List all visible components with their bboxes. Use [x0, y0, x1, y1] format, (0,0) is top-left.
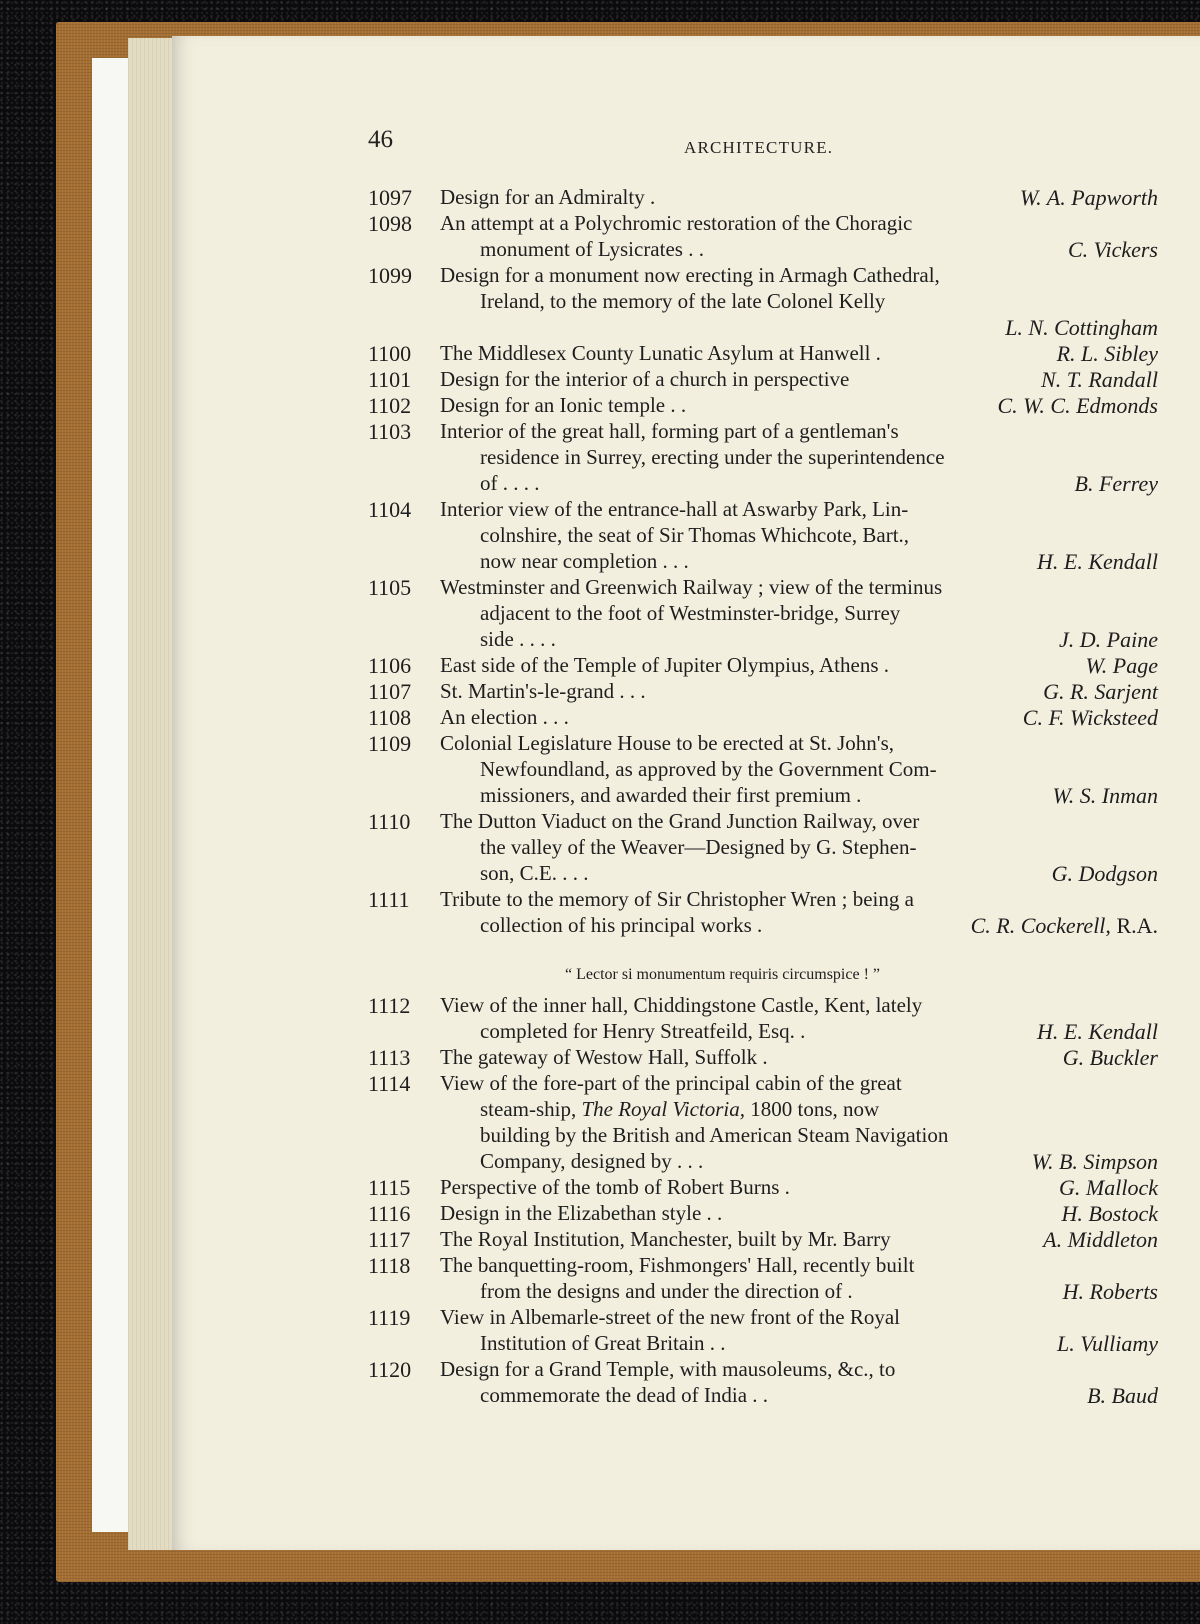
entry-number: 1099: [368, 263, 412, 288]
entry-number: 1117: [368, 1227, 411, 1252]
entry-author: L. N. Cottingham: [1005, 315, 1158, 340]
entry-author: G. R. Sarjent: [1043, 679, 1158, 704]
entry-number: 1106: [368, 653, 412, 678]
entry-title-line: building by the British and American Steam Navigation: [480, 1123, 949, 1147]
entry-title-line: adjacent to the foot of Westminster-bridge, Surrey: [480, 601, 901, 625]
entry-title-line: Design in the Elizabethan style . .: [440, 1201, 723, 1225]
entry-title-line: View of the inner hall, Chiddingstone Castle, Kent, lately: [440, 993, 923, 1017]
entry-number: 1118: [368, 1253, 411, 1278]
entry-number: 1105: [368, 575, 412, 600]
entry-title-line: Design for a Grand Temple, with mausoleums, &c., to: [440, 1357, 896, 1381]
page-number: 46: [368, 126, 393, 153]
entry-title-line: missioners, and awarded their first premium .: [480, 783, 862, 807]
entry-author: B. Ferrey: [1074, 471, 1158, 496]
entry-title-line: residence in Surrey, erecting under the superintendence: [480, 445, 945, 469]
entry-author: H. Bostock: [1061, 1201, 1158, 1226]
entry-number: 1114: [368, 1071, 411, 1096]
entry-title-line: colnshire, the seat of Sir Thomas Whichcote, Bart.,: [480, 523, 910, 547]
entry-title-line: View in Albemarle-street of the new front of the Royal: [440, 1305, 901, 1329]
entry-title-line: son, C.E. . . .: [480, 861, 589, 885]
entry-author: W. Page: [1085, 653, 1158, 678]
entry-title-line: collection of his principal works .: [480, 913, 763, 937]
entry-title-line: Company, designed by . . .: [480, 1149, 704, 1173]
entry-author: W. B. Simpson: [1031, 1149, 1158, 1174]
entry-author: B. Baud: [1087, 1383, 1158, 1408]
entry-title-line: of . . . .: [480, 471, 540, 495]
entry-title-line: An election . . .: [440, 705, 569, 729]
entry-number: 1108: [368, 705, 412, 730]
entry-author: C. W. C. Edmonds: [997, 393, 1158, 418]
entry-title-line: The Dutton Viaduct on the Grand Junction Railway, over: [440, 809, 920, 833]
entry-title-line: side . . . .: [480, 627, 556, 651]
entry-title-line: The Middlesex County Lunatic Asylum at Hanwell .: [440, 341, 881, 365]
entry-title-line: Interior of the great hall, forming part of a gentleman's: [440, 419, 899, 443]
entry-author: L. Vulliamy: [1056, 1331, 1158, 1356]
entry-title-line: Design for a monument now erecting in Armagh Cathedral,: [440, 263, 940, 287]
entry-title-line: Perspective of the tomb of Robert Burns .: [440, 1175, 790, 1199]
entry-title-line: Interior view of the entrance-hall at Aswarby Park, Lin-: [440, 497, 909, 521]
entry-author: H. E. Kendall: [1037, 1019, 1158, 1044]
entry-title-line: Design for an Ionic temple . .: [440, 393, 687, 417]
entry-author: H. E. Kendall: [1037, 549, 1158, 574]
entry-number: 1101: [368, 367, 412, 392]
entry-number: 1111: [368, 887, 410, 912]
entry-author: G. Dodgson: [1051, 861, 1158, 886]
entry-author: A. Middleton: [1043, 1227, 1158, 1252]
entry-title-line: Institution of Great Britain . .: [480, 1331, 726, 1355]
entry-title-line: monument of Lysicrates . .: [480, 237, 704, 261]
entry-title-line: completed for Henry Streatfeild, Esq. .: [480, 1019, 806, 1043]
entry-number: 1103: [368, 419, 412, 444]
entry-title-line: Westminster and Greenwich Railway ; view of the terminus: [440, 575, 943, 599]
entry-title-line: An attempt at a Polychromic restoration of the Choragic: [440, 211, 913, 235]
entry-author: W. S. Inman: [1052, 783, 1158, 808]
entry-author: H. Roberts: [1062, 1279, 1158, 1304]
entry-title-line: The banquetting-room, Fishmongers' Hall, recently built: [440, 1253, 915, 1277]
entry-title-line: Newfoundland, as approved by the Government Com-: [480, 757, 937, 781]
entry-title-line: East side of the Temple of Jupiter Olympius, Athens .: [440, 653, 889, 677]
entry-title-line: Tribute to the memory of Sir Christopher Wren ; being a: [440, 887, 914, 911]
entry-title-line: from the designs and under the direction of .: [480, 1279, 853, 1303]
entry-author: W. A. Papworth: [1019, 185, 1158, 210]
entry-author: R. L. Sibley: [1056, 341, 1158, 366]
entry-number: 1110: [368, 809, 411, 834]
entry-number: 1097: [368, 185, 412, 210]
entry-title-line: steam-ship, The Royal Victoria, 1800 tons, now: [480, 1097, 880, 1121]
entry-title-line: commemorate the dead of India . .: [480, 1383, 769, 1407]
entry-title-line: View of the fore-part of the principal cabin of the great: [440, 1071, 902, 1095]
entry-number: 1112: [368, 993, 411, 1018]
entry-number: 1098: [368, 211, 412, 236]
entry-number: 1104: [368, 497, 412, 522]
entry-author: C. R. Cockerell, R.A.: [970, 913, 1158, 938]
entry-title-line: now near completion . . .: [480, 549, 689, 573]
entry-number: 1115: [368, 1175, 411, 1200]
entry-number: 1109: [368, 731, 412, 756]
entry-number: 1102: [368, 393, 412, 418]
entry-title-line: Colonial Legislature House to be erected at St. John's,: [440, 731, 895, 755]
entry-author: N. T. Randall: [1041, 367, 1158, 392]
entry-author: G. Buckler: [1062, 1045, 1158, 1070]
entry-number: 1116: [368, 1201, 411, 1226]
entry-title-line: St. Martin's-le-grand . . .: [440, 679, 646, 703]
entry-title-line: Design for an Admiralty .: [440, 185, 656, 209]
entry-author: G. Mallock: [1059, 1175, 1158, 1200]
entry-title-line: Design for the interior of a church in perspective: [440, 367, 850, 391]
running-head: ARCHITECTURE.: [684, 138, 834, 157]
ship-name: The Royal Victoria,: [581, 1097, 745, 1121]
entry-number: 1120: [368, 1357, 412, 1382]
entry-number: 1113: [368, 1045, 411, 1070]
entry-author: C. F. Wicksteed: [1022, 705, 1158, 730]
entry-title-line: the valley of the Weaver—Designed by G. Stephen-: [480, 835, 917, 859]
entry-number: 1100: [368, 341, 412, 366]
latin-quote: “ Lector si monumentum requiris circumspice ! ”: [565, 966, 881, 983]
entry-author: C. Vickers: [1067, 237, 1158, 262]
entry-author: J. D. Paine: [1059, 627, 1158, 652]
entry-title-line: The Royal Institution, Manchester, built by Mr. Barry: [440, 1227, 891, 1251]
entry-number: 1119: [368, 1305, 411, 1330]
entry-title-line: Ireland, to the memory of the late Colonel Kelly: [480, 289, 886, 313]
entry-number: 1107: [368, 679, 412, 704]
entry-title-line: The gateway of Westow Hall, Suffolk .: [440, 1045, 768, 1069]
